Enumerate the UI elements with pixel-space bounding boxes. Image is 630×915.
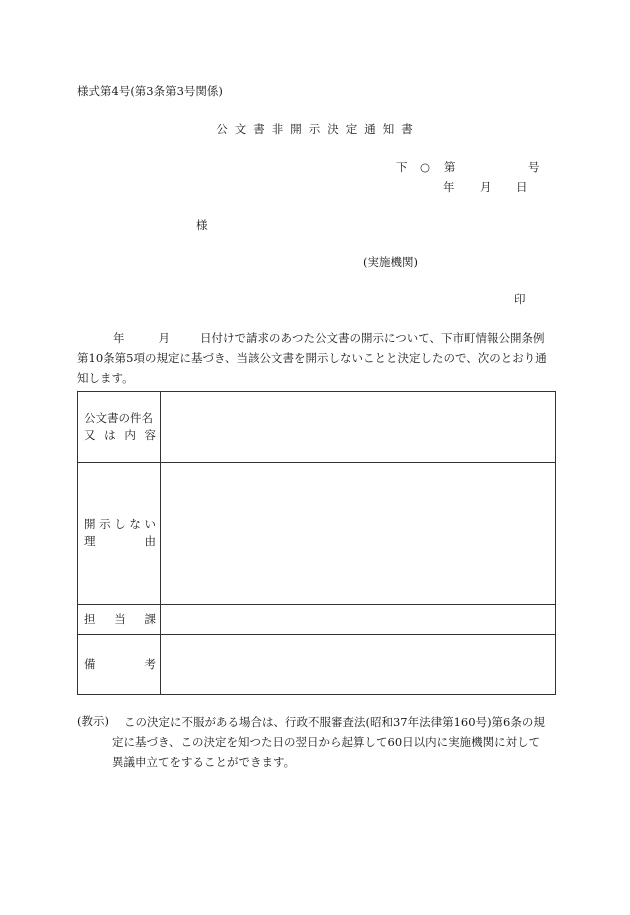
department-label [78, 605, 160, 628]
issuer-label: (実施機関) [363, 255, 418, 269]
notes-label-cell [78, 635, 161, 695]
reason-label-char: 由 [144, 534, 156, 548]
department-value-cell[interactable] [161, 605, 556, 635]
subject-label-char: は [104, 428, 116, 442]
subject-label-char: 内 [124, 428, 136, 442]
department-label-char: 当 [114, 612, 126, 626]
instruction-line3: 異議申立てをすることができます。 [112, 755, 296, 769]
form-number: 様式第4号(第3条第3号関係) [77, 84, 223, 98]
body-paragraph [77, 328, 547, 388]
department-label-char: 担 [84, 612, 96, 626]
body-month: 月 [158, 331, 170, 345]
subject-label-line2 [84, 427, 156, 444]
date-line [443, 182, 528, 194]
reason-label-line2 [84, 533, 156, 550]
table-row-department [78, 605, 556, 635]
department-label-cell [78, 605, 161, 635]
subject-label-char: 容 [144, 428, 156, 442]
instruction-text [112, 712, 554, 772]
reason-label-char: な [129, 517, 141, 531]
notes-label [78, 635, 160, 673]
reference-dai: 第 [444, 160, 456, 174]
department-label-char: 課 [144, 612, 156, 626]
notes-label-char: 考 [144, 657, 156, 671]
date-day: 日 [516, 180, 528, 194]
notes-value-cell[interactable] [161, 635, 556, 695]
reason-value-cell[interactable] [161, 463, 556, 605]
date-month: 月 [480, 180, 492, 194]
seal-mark: 印 [514, 292, 526, 306]
reason-label-char: 開 [84, 517, 96, 531]
reason-label-char: 理 [84, 534, 96, 548]
notice-table [77, 391, 556, 695]
reason-label-char: い [144, 517, 156, 531]
reference-symbol: ○ [420, 160, 431, 174]
instruction-label: (教示) [77, 714, 109, 728]
subject-value-cell[interactable] [161, 392, 556, 463]
reason-label-char: 示 [99, 517, 111, 531]
instruction-line1: この決定に不服がある場合は、行政不服審査法(昭和37年法律第160号)第6条の規 [124, 715, 545, 729]
subject-label-line1: 公文書の件名 [84, 411, 153, 425]
reason-label-cell [78, 463, 161, 605]
reference-number-line [396, 162, 540, 174]
reason-label-line1 [84, 516, 156, 533]
document-title: 公文書非開示決定通知書 [216, 122, 420, 136]
table-row-notes [78, 635, 556, 695]
instruction-line2: 定に基づき、この決定を知つた日の翌日から起算して60日以内に実施機関に対して [112, 735, 541, 749]
subject-label-char: 又 [84, 428, 96, 442]
reference-prefix: 下 [396, 160, 408, 174]
subject-label-cell [78, 392, 161, 463]
notes-label-char: 備 [84, 657, 96, 671]
body-text: 日付けで請求のあつた公文書の開示について、下市町情報公開条例第10条第5項の規定に基づき、当該公文書を開示しないことと決定したので、次のとおり通知します。 [77, 331, 547, 385]
date-year: 年 [443, 180, 455, 194]
table-row-subject [78, 392, 556, 463]
table-row-reason [78, 463, 556, 605]
reason-label-char: し [114, 517, 126, 531]
body-year: 年 [113, 331, 125, 345]
addressee-suffix: 様 [196, 218, 208, 232]
reference-gou: 号 [528, 160, 540, 174]
